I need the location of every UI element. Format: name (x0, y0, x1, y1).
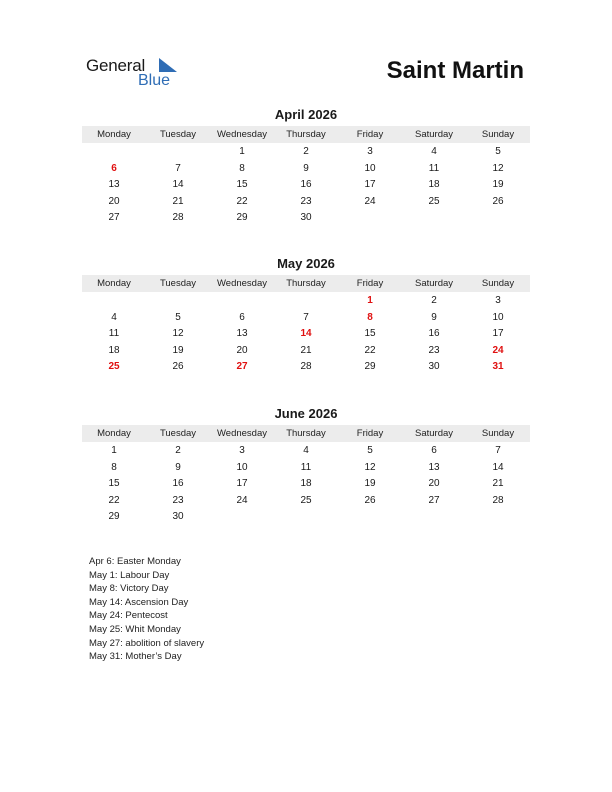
empty-day-cell (210, 509, 274, 526)
day-cell: 18 (108, 344, 120, 356)
country-title: Saint Martin (386, 57, 524, 84)
weekday-label: Sunday (481, 278, 515, 289)
day-cell: 26 (364, 494, 376, 506)
day-cell: 28 (492, 494, 504, 506)
empty-day-cell (338, 210, 402, 227)
empty-day-cell (274, 293, 338, 310)
day-cell: 29 (364, 361, 376, 373)
day-cell: 7 (175, 162, 181, 174)
empty-day-cell (146, 144, 210, 161)
day-cell: 12 (492, 162, 504, 174)
day-cell: 16 (300, 179, 312, 191)
month-weeks (82, 143, 530, 227)
day-cell: 1 (111, 445, 117, 456)
day-cell: 31 (492, 361, 504, 373)
week-row (82, 476, 530, 493)
day-cell: 27 (236, 361, 248, 373)
day-cell: 10 (236, 461, 248, 473)
day-cell: 10 (492, 311, 504, 323)
day-cell: 25 (300, 494, 312, 506)
day-cell: 9 (175, 461, 181, 473)
day-cell: 8 (111, 461, 117, 473)
day-cell: 10 (364, 162, 376, 174)
empty-day-cell (146, 293, 210, 310)
weekday-header (82, 126, 530, 143)
day-cell: 27 (108, 212, 120, 224)
empty-day-cell (402, 210, 466, 227)
day-cell: 24 (236, 494, 248, 506)
weekday-label: Tuesday (159, 278, 197, 289)
day-cell: 4 (431, 146, 437, 157)
holiday-list-item: May 31: Mother’s Day (89, 651, 182, 663)
week-row (82, 326, 530, 343)
month-calendar-may (82, 256, 530, 376)
week-row (82, 443, 530, 460)
week-row (82, 194, 530, 211)
day-cell: 9 (303, 162, 309, 174)
day-cell: 12 (364, 461, 376, 473)
day-cell: 7 (495, 445, 501, 456)
holiday-list-item: May 1: Labour Day (89, 569, 170, 581)
day-cell: 13 (236, 328, 248, 340)
week-row (82, 177, 530, 194)
day-cell: 29 (236, 212, 248, 224)
day-cell: 8 (367, 311, 373, 323)
weekday-label: Friday (356, 129, 384, 140)
week-row (82, 144, 530, 161)
weekday-label: Tuesday (159, 428, 197, 439)
weekday-label: Sunday (481, 428, 515, 439)
day-cell: 4 (303, 445, 309, 456)
day-cell: 26 (492, 195, 504, 207)
empty-day-cell (402, 509, 466, 526)
day-cell: 26 (172, 361, 184, 373)
weekday-label: Wednesday (217, 428, 267, 439)
day-cell: 6 (239, 311, 245, 323)
day-cell: 22 (364, 344, 376, 356)
holiday-list-item: May 27: abolition of slavery (89, 637, 205, 649)
day-cell: 28 (300, 361, 312, 373)
day-cell: 17 (492, 328, 504, 340)
empty-day-cell (210, 293, 274, 310)
weekday-label: Thursday (286, 278, 326, 289)
weekday-label: Monday (97, 278, 131, 289)
empty-day-cell (466, 210, 530, 227)
day-cell: 18 (300, 478, 312, 490)
day-cell: 19 (364, 478, 376, 490)
empty-day-cell (82, 293, 146, 310)
weekday-label: Saturday (414, 278, 454, 289)
day-cell: 2 (175, 445, 181, 456)
logo-general-text: General (86, 56, 146, 75)
weekday-label: Tuesday (159, 129, 197, 140)
generalblue-logo (86, 56, 186, 92)
day-cell: 23 (172, 494, 184, 506)
day-cell: 24 (364, 195, 376, 207)
month-weeks (82, 442, 530, 526)
day-cell: 3 (367, 146, 373, 157)
day-cell: 22 (108, 494, 120, 506)
day-cell: 14 (300, 328, 312, 340)
day-cell: 21 (300, 344, 312, 356)
day-cell: 22 (236, 195, 248, 207)
day-cell: 25 (108, 361, 120, 373)
day-cell: 2 (303, 146, 309, 157)
day-cell: 30 (428, 361, 440, 373)
day-cell: 1 (367, 295, 373, 306)
day-cell: 6 (431, 445, 437, 456)
day-cell: 30 (300, 212, 312, 224)
day-cell: 17 (364, 179, 376, 191)
day-cell: 24 (492, 344, 504, 356)
day-cell: 7 (303, 311, 309, 323)
day-cell: 16 (428, 328, 440, 340)
weekday-label: Wednesday (217, 278, 267, 289)
day-cell: 15 (108, 478, 120, 490)
week-row (82, 509, 530, 526)
day-cell: 9 (431, 311, 437, 323)
holiday-list-item: May 14: Ascension Day (89, 596, 189, 608)
holiday-list (89, 555, 204, 664)
week-row (82, 310, 530, 327)
day-cell: 3 (495, 295, 501, 306)
day-cell: 28 (172, 212, 184, 224)
month-calendar-june (82, 406, 530, 526)
weekday-label: Saturday (414, 129, 454, 140)
holiday-list-item: May 25: Whit Monday (89, 623, 181, 635)
day-cell: 5 (175, 311, 181, 323)
empty-day-cell (466, 509, 530, 526)
weekday-label: Thursday (286, 129, 326, 140)
day-cell: 11 (108, 328, 120, 340)
day-cell: 21 (172, 195, 184, 207)
weekday-label: Sunday (481, 129, 515, 140)
week-row (82, 359, 530, 376)
week-row (82, 293, 530, 310)
week-row (82, 493, 530, 510)
week-row (82, 343, 530, 360)
day-cell: 17 (236, 478, 248, 490)
month-title: May 2026 (277, 256, 335, 271)
day-cell: 30 (172, 511, 184, 523)
day-cell: 14 (492, 461, 504, 473)
week-row (82, 210, 530, 227)
day-cell: 25 (428, 195, 440, 207)
month-calendar-april (82, 107, 530, 227)
weekday-label: Friday (356, 428, 384, 439)
day-cell: 14 (172, 179, 184, 191)
weekday-label: Wednesday (217, 129, 267, 140)
weekday-label: Monday (97, 129, 131, 140)
day-cell: 23 (300, 195, 312, 207)
day-cell: 12 (172, 328, 184, 340)
holiday-list-item: May 8: Victory Day (89, 583, 169, 595)
day-cell: 11 (300, 461, 312, 473)
day-cell: 5 (495, 146, 501, 157)
day-cell: 13 (428, 461, 440, 473)
day-cell: 29 (108, 511, 120, 523)
day-cell: 20 (236, 344, 248, 356)
month-title: June 2026 (274, 406, 338, 421)
day-cell: 11 (428, 162, 440, 174)
week-row (82, 161, 530, 178)
day-cell: 15 (364, 328, 376, 340)
empty-day-cell (82, 144, 146, 161)
weekday-header (82, 425, 530, 442)
weekday-label: Friday (356, 278, 384, 289)
weekday-label: Monday (97, 428, 131, 439)
day-cell: 20 (428, 478, 440, 490)
logo-blue-text: Blue (138, 72, 171, 89)
empty-day-cell (338, 509, 402, 526)
weekday-label: Saturday (414, 428, 454, 439)
holiday-list-item: May 24: Pentecost (89, 610, 168, 622)
day-cell: 2 (431, 295, 437, 306)
weekday-header (82, 275, 530, 292)
month-title: April 2026 (274, 107, 338, 122)
month-weeks (82, 292, 530, 376)
week-row (82, 460, 530, 477)
day-cell: 6 (111, 162, 117, 174)
day-cell: 8 (239, 162, 245, 174)
day-cell: 15 (236, 179, 248, 191)
day-cell: 18 (428, 179, 440, 191)
logo-triangle-icon (157, 58, 177, 72)
day-cell: 13 (108, 179, 120, 191)
day-cell: 19 (492, 179, 504, 191)
day-cell: 20 (108, 195, 120, 207)
day-cell: 19 (172, 344, 184, 356)
day-cell: 27 (428, 494, 440, 506)
empty-day-cell (274, 509, 338, 526)
weekday-label: Thursday (286, 428, 326, 439)
holiday-list-item: Apr 6: Easter Monday (89, 556, 181, 567)
day-cell: 1 (239, 146, 245, 157)
day-cell: 23 (428, 344, 440, 356)
day-cell: 16 (172, 478, 184, 490)
day-cell: 5 (367, 445, 373, 456)
day-cell: 21 (492, 478, 504, 490)
day-cell: 4 (111, 311, 117, 323)
day-cell: 3 (239, 445, 245, 456)
